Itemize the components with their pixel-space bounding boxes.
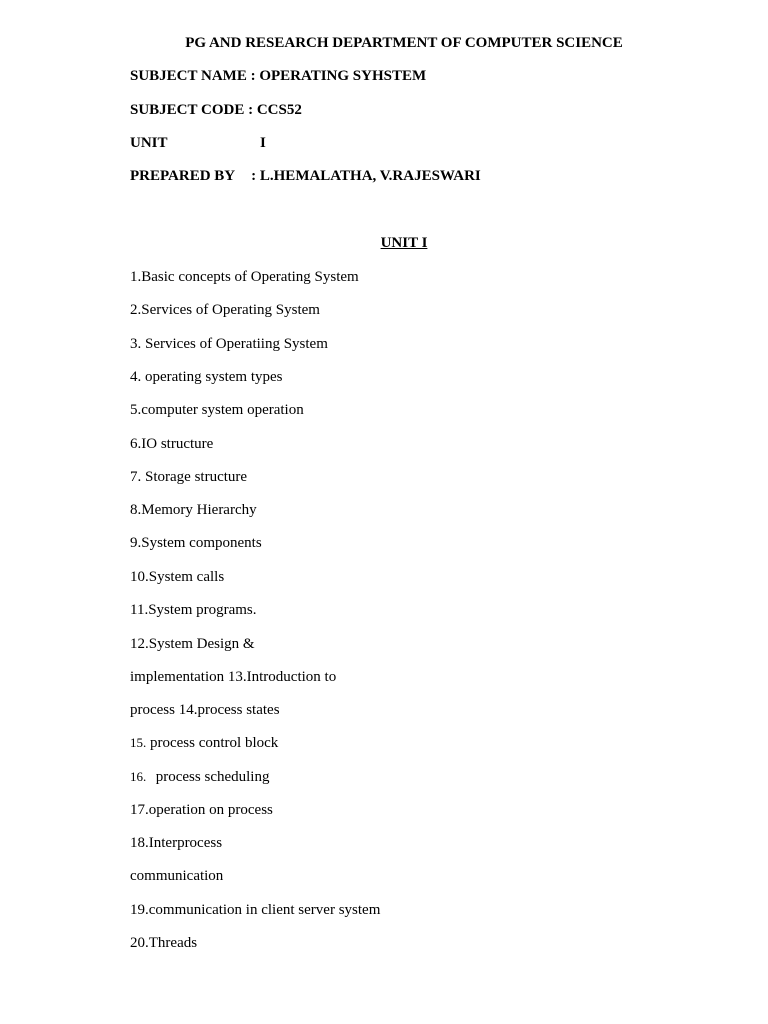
topic-item: 12.System Design & (130, 636, 255, 652)
topic-item: process 14.process states (130, 702, 280, 718)
topic-item: communication (130, 868, 224, 884)
topic-item: 17.operation on process (130, 802, 273, 818)
topic-item: 11.System programs. (130, 602, 257, 618)
topic-item: implementation 13.Introduction to (130, 669, 337, 685)
topic-item: 20.Threads (130, 935, 198, 951)
topic-text: process control block (150, 735, 279, 751)
topic-item: 18.Interprocess (130, 835, 223, 851)
unit-label: UNIT (130, 135, 168, 151)
topic-text: process scheduling (155, 769, 270, 785)
topic-item: 4. operating system types (130, 369, 283, 385)
topic-item: 2.Services of Operating System (130, 302, 320, 318)
section-heading: UNIT I (380, 235, 428, 251)
subject-code: SUBJECT CODE : CCS52 (130, 102, 302, 118)
topic-item: 9.System components (130, 535, 262, 551)
topic-item-16 (130, 768, 269, 786)
topic-item: 6.IO structure (130, 436, 214, 452)
topic-item: 10.System calls (130, 569, 225, 585)
topic-number: 16. (130, 769, 147, 784)
prepared-by-value: : L.HEMALATHA, V.RAJESWARI (251, 168, 481, 184)
topic-item: 3. Services of Operatiing System (130, 336, 328, 352)
topic-item: 19.communication in client server system (130, 902, 381, 918)
topic-number: 15. (130, 735, 147, 750)
prepared-by-label: PREPARED BY (130, 168, 236, 184)
unit-value: I (260, 135, 266, 151)
topic-item-15 (130, 734, 278, 752)
topic-item: 1.Basic concepts of Operating System (130, 269, 359, 285)
subject-name: SUBJECT NAME : OPERATING SYHSTEM (130, 68, 427, 84)
topic-item: 8.Memory Hierarchy (130, 502, 257, 518)
prepared-by-row (130, 167, 481, 185)
department-title: PG AND RESEARCH DEPARTMENT OF COMPUTER SCIENCE (185, 35, 623, 51)
topic-item: 7. Storage structure (130, 469, 248, 485)
topic-item: 5.computer system operation (130, 402, 304, 418)
unit-row (130, 134, 266, 152)
